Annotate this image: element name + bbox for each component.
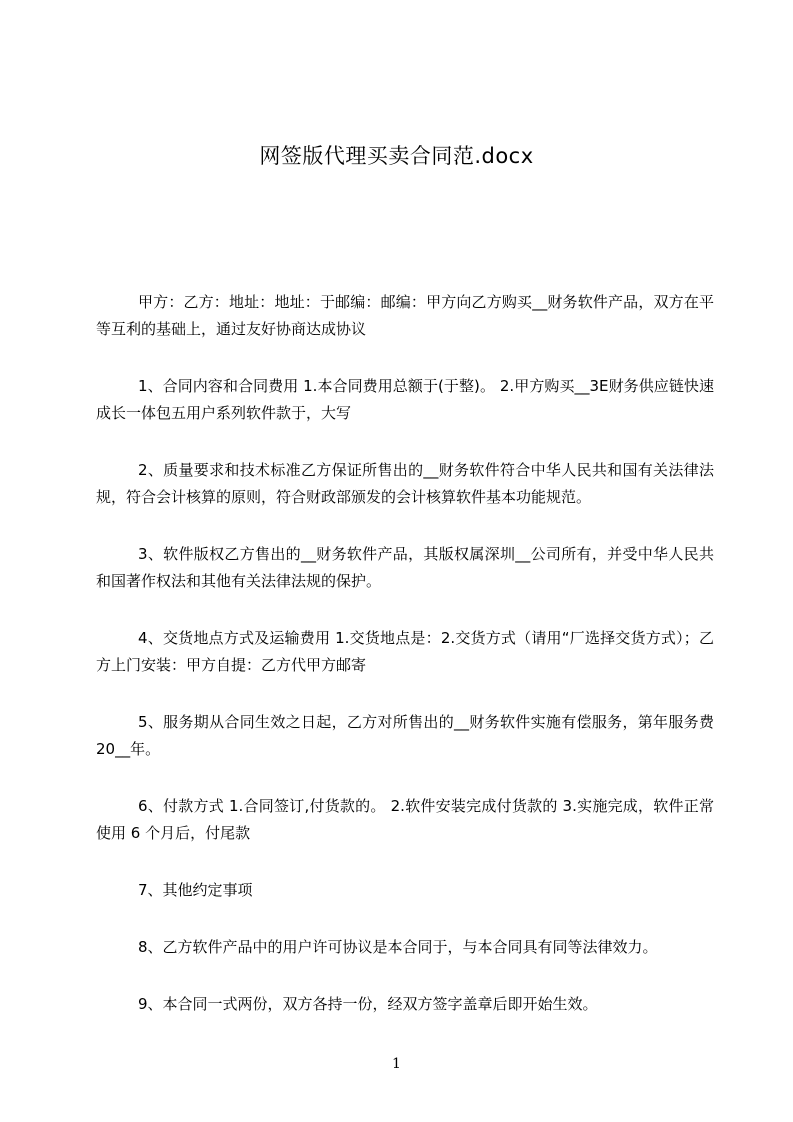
document-body <box>96 289 714 1048</box>
paragraph-service: 5、服务期从合同生效之日起，乙方对所售出的__财务软件实施有偿服务，第年服务费 20__年。 <box>96 713 714 758</box>
paragraph-parties: 甲方：乙方：地址：地址：于邮编：邮编：甲方向乙方购买__财务软件产品，双方在平等互利的基础上，通过友好协商达成协议 <box>96 293 714 338</box>
paragraph-payment: 6、付款方式 1.合同签订,付货款的。 2.软件安装完成付货款的 3.实施完成，软件正常使用 6 个月后，付尾款 <box>96 797 714 842</box>
paragraph-other-terms: 7、其他约定事项 <box>138 881 253 899</box>
paragraph-delivery: 4、交货地点方式及运输费用 1.交货地点是：2.交货方式（请用“厂选择交货方式）；乙方上门安装：甲方自提：乙方代甲方邮寄 <box>96 629 714 674</box>
page-number: 1 <box>392 1056 401 1072</box>
document-title: 网签版代理买卖合同范.docx <box>259 144 534 168</box>
paragraph-contract-content: 1、合同内容和合同费用 1.本合同费用总额于(于整)。 2.甲方购买__3E财务供应链快速成长一体包五用户系列软件款于，大写 <box>96 377 714 422</box>
paragraph-quality: 2、质量要求和技术标准乙方保证所售出的__财务软件符合中华人民共和国有关法律法规，符合会计核算的原则，符合财政部颁发的会计核算软件基本功能规范。 <box>96 461 714 506</box>
paragraph-license: 8、乙方软件产品中的用户许可协议是本合同于，与本合同具有同等法律效力。 <box>138 938 658 956</box>
paragraph-copies: 9、本合同一式两份，双方各持一份，经双方签字盖章后即开始生效。 <box>138 995 598 1013</box>
paragraph-copyright: 3、软件版权乙方售出的__财务软件产品，其版权属深圳__公司所有，并受中华人民共和国著作权法和其他有关法律法规的保护。 <box>96 545 714 590</box>
